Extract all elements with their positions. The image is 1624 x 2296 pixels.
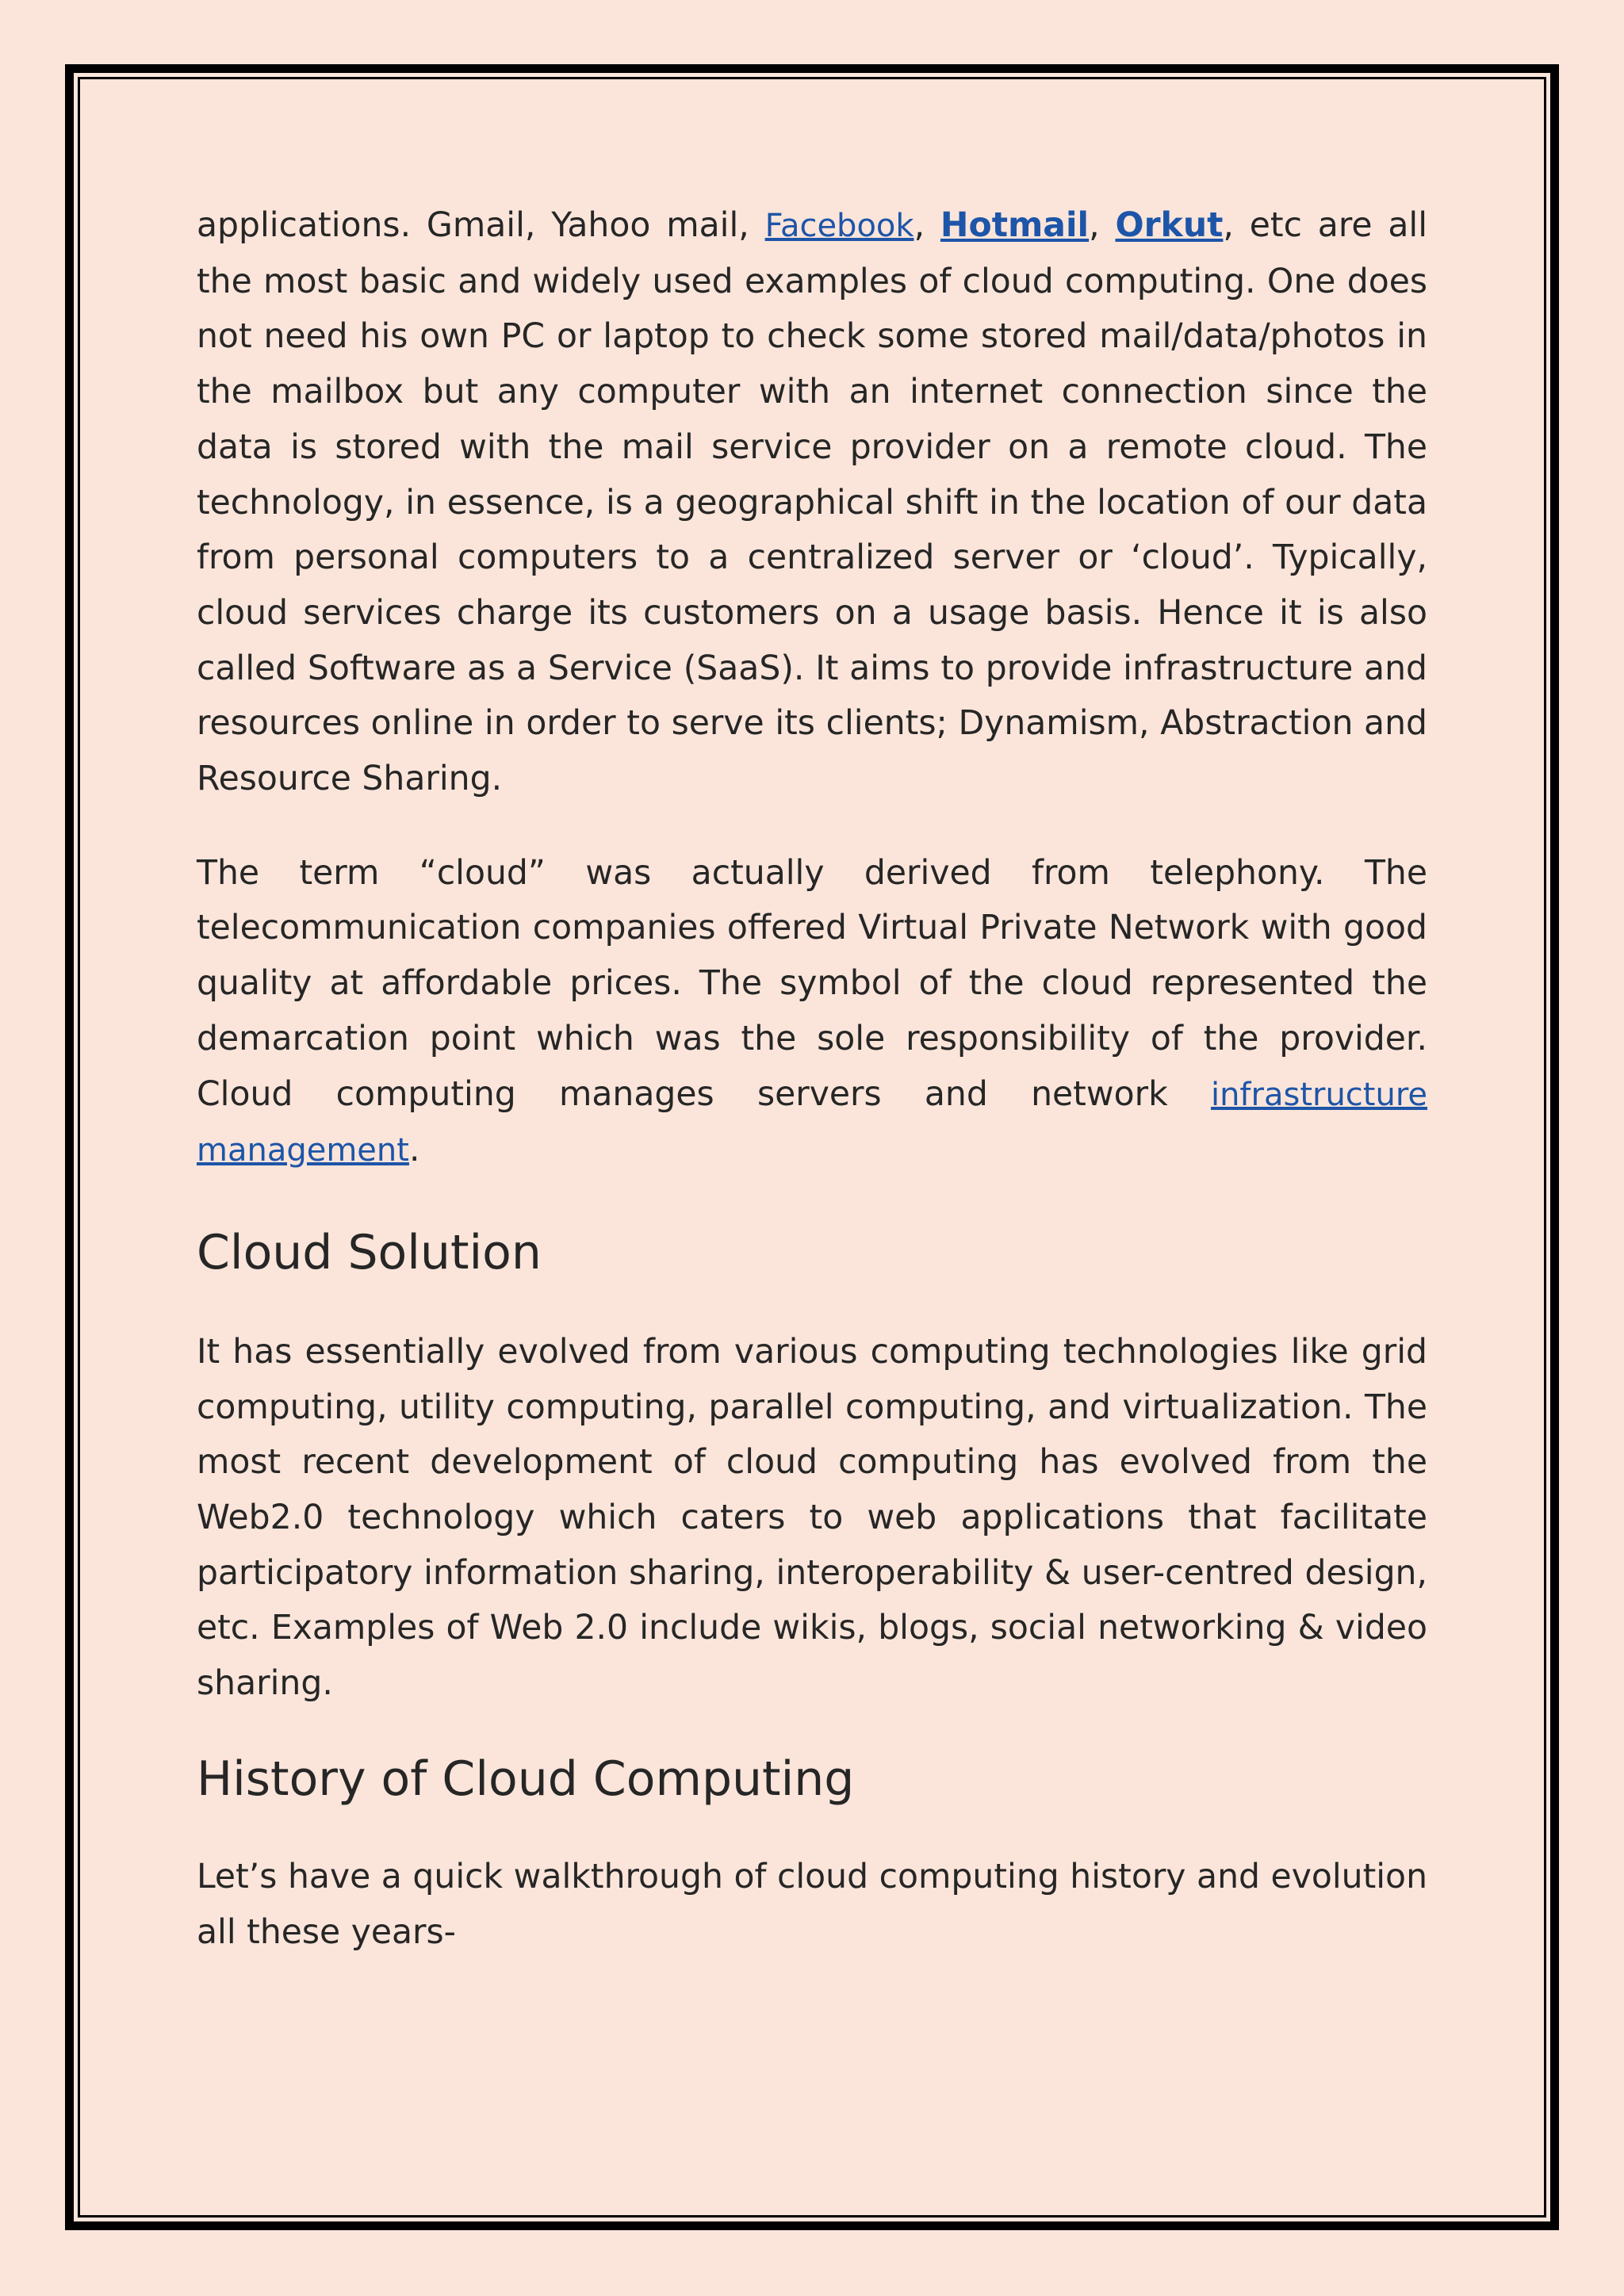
paragraph-text: , etc are all the most basic and widely used examples of cloud computing. One does not need his own PC or laptop to check some stored mail/data/photos in the mailbox but any computer with an internet connection since the data is stored with the mail service provider on a remote cloud. The technology, in essence, is a geographical shift in the location of our data from personal computers to a centralized server or ‘cloud’. Typically, cloud services charge its customers on a usage basis. Hence it is also called Software as a Service (SaaS). It aims to provide infrastructure and resources online in order to serve its clients; Dynamism, Abstraction and Resource Sharing. [197, 206, 1427, 799]
facebook-link[interactable]: Facebook [764, 208, 914, 244]
heading-cloud-solution: Cloud Solution [197, 1224, 542, 1280]
infrastructure-management-link[interactable]: infrastructure management [197, 1076, 1427, 1169]
paragraph-text: , [914, 206, 940, 245]
orkut-link[interactable]: Orkut [1115, 206, 1224, 245]
heading-history: History of Cloud Computing [197, 1751, 855, 1807]
paragraph-text: applications. Gmail, Yahoo mail, [197, 206, 765, 245]
paragraph-term-cloud [197, 846, 1427, 1179]
hotmail-link[interactable]: Hotmail [940, 206, 1090, 245]
paragraph-text: The term “cloud” was actually derived from telephony. The telecommunication companies offered Virtual Private Network with good quality at affordable prices. The symbol of the cloud represented the demarcation point which was the sole responsibility of the provider. Cloud computing manages servers and network [197, 853, 1427, 1114]
paragraph-walkthrough: Let’s have a quick walkthrough of cloud computing history and evolution all these years- [197, 1857, 1427, 1952]
paragraph-text: . [408, 1131, 420, 1170]
paragraph-evolution: It has essentially evolved from various computing technologies like grid computing, utility computing, parallel computing, and virtualization. The most recent development of cloud computing has evolved from the Web2.0 technology which caters to web applications that facilitate participatory information sharing, interoperability & user-centred design, etc. Examples of Web 2.0 include wikis, blogs, social networking & video sharing. [197, 1332, 1427, 1704]
paragraph-cloud-apps [197, 198, 1427, 807]
paragraph-text: , [1089, 206, 1116, 245]
page-content [197, 198, 1427, 1960]
